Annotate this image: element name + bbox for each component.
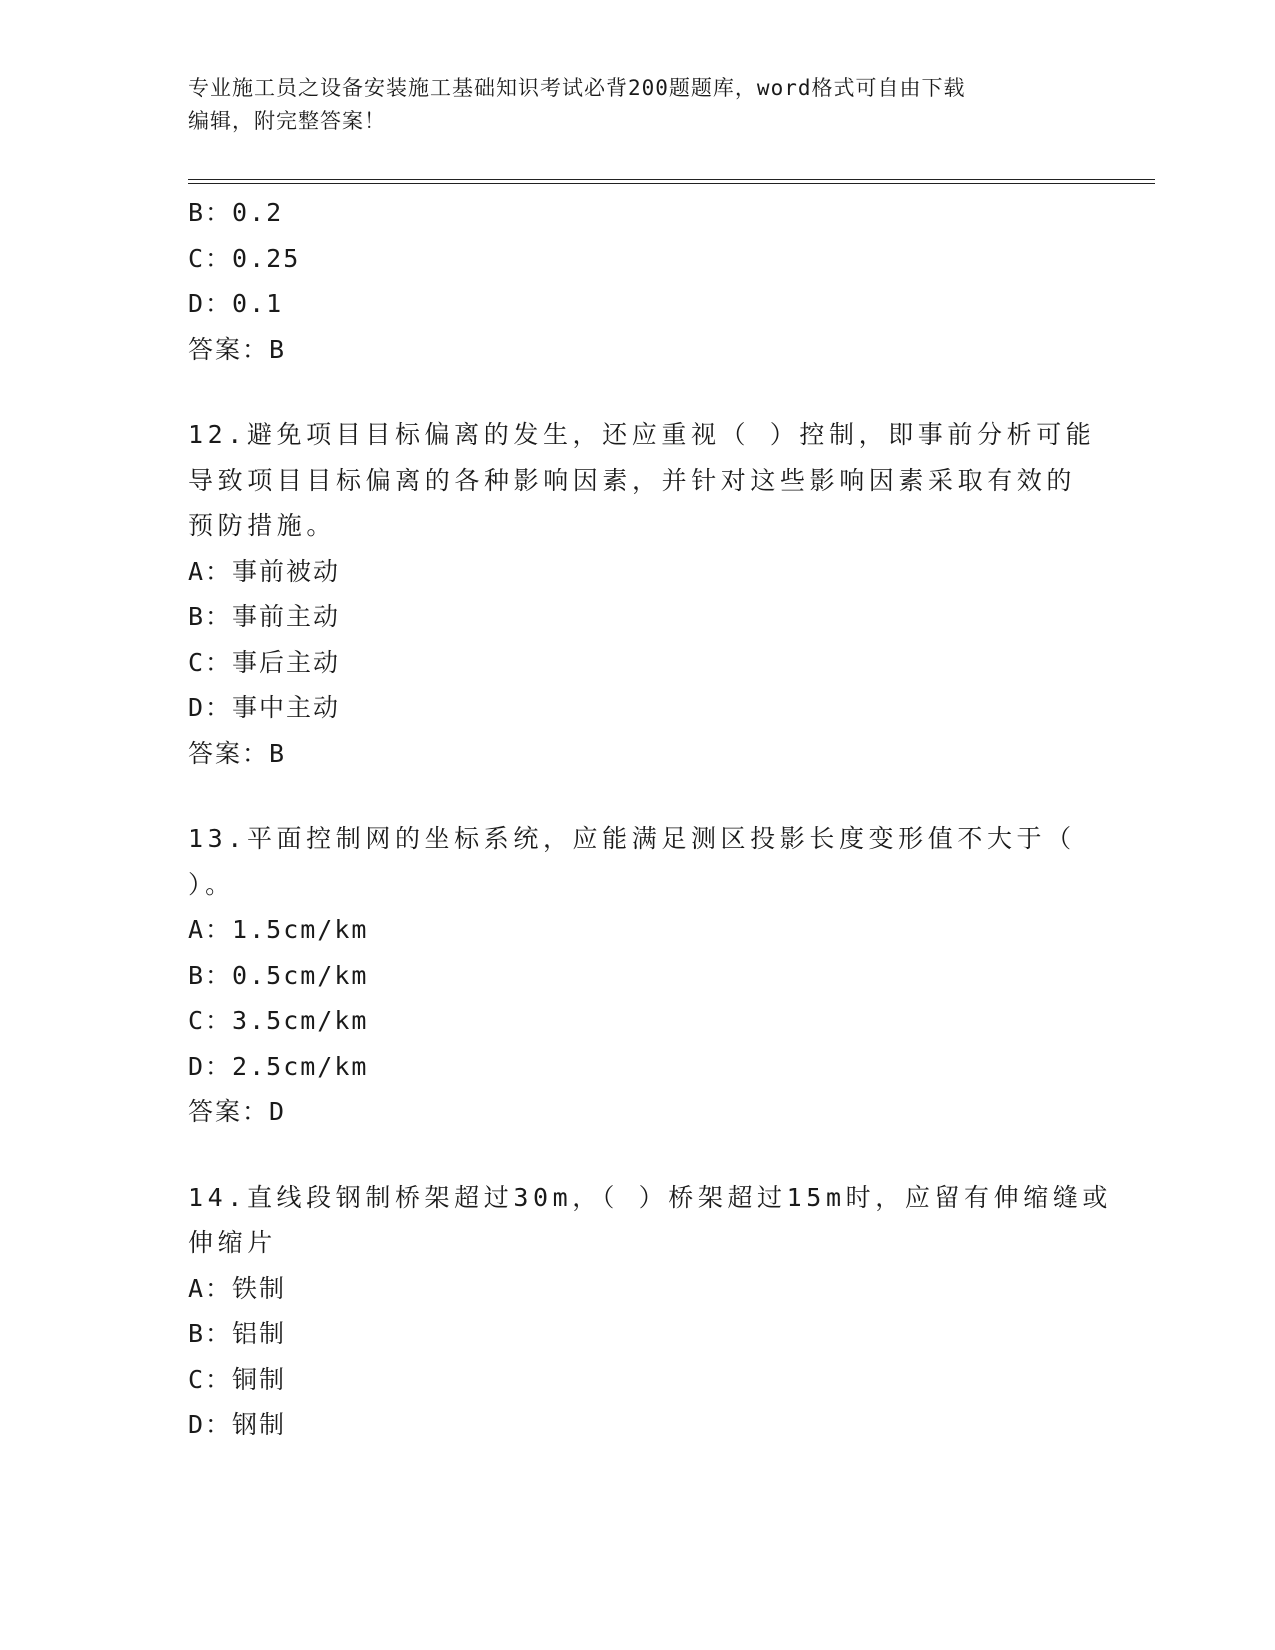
- option-a: A：1.5cm/km: [188, 915, 369, 944]
- option-c: C：铜制: [188, 1364, 287, 1394]
- option-b: B：0.2: [188, 198, 284, 227]
- question-text-line: 预防措施。: [188, 511, 337, 540]
- option-b: B：铝制: [188, 1319, 287, 1348]
- previous-question-tail: [188, 190, 1088, 372]
- header-divider-top: [188, 179, 1155, 180]
- question-13: [188, 816, 1088, 1135]
- option-b: B：0.5cm/km: [188, 960, 369, 990]
- answer-line: 答案：D: [188, 1097, 287, 1126]
- option-d: D：钢制: [188, 1410, 287, 1439]
- option-c: C：0.25: [188, 243, 301, 273]
- question-text-line: 12.避免项目目标偏离的发生，还应重视（ ）控制，即事前分析可能: [188, 420, 1096, 449]
- header-divider-bottom: [188, 183, 1155, 184]
- option-d: D：事中主动: [188, 693, 341, 722]
- option-d: D：0.1: [188, 289, 284, 318]
- question-text-line: 14.直线段钢制桥架超过30m，（ ）桥架超过15m时，应留有伸缩缝或: [188, 1182, 1113, 1212]
- header-title-line-2: 编辑，附完整答案！: [188, 109, 386, 133]
- question-text-line: ）。: [188, 869, 235, 899]
- option-d: D：2.5cm/km: [188, 1051, 369, 1081]
- question-list: [188, 190, 1113, 1448]
- option-a: A：铁制: [188, 1273, 287, 1303]
- option-b: B：事前主动: [188, 602, 341, 631]
- question-text-line: 导致项目目标偏离的各种影响因素，并针对这些影响因素采取有效的: [188, 465, 1077, 495]
- question-14: [188, 1175, 1113, 1448]
- option-a: A：事前被动: [188, 556, 341, 586]
- question-text-line: 13.平面控制网的坐标系统，应能满足测区投影长度变形值不大于（: [188, 824, 1076, 853]
- question-text-line: 伸缩片: [188, 1228, 277, 1257]
- question-12: [188, 412, 1096, 776]
- header-title-line-1: 专业施工员之设备安装施工基础知识考试必背200题题库，word格式可自由下载: [188, 76, 966, 100]
- option-c: C：事后主动: [188, 647, 341, 677]
- option-c: C：3.5cm/km: [188, 1006, 369, 1035]
- answer-line: 答案：B: [188, 334, 287, 364]
- document-header: [188, 72, 1088, 138]
- answer-line: 答案：B: [188, 738, 287, 768]
